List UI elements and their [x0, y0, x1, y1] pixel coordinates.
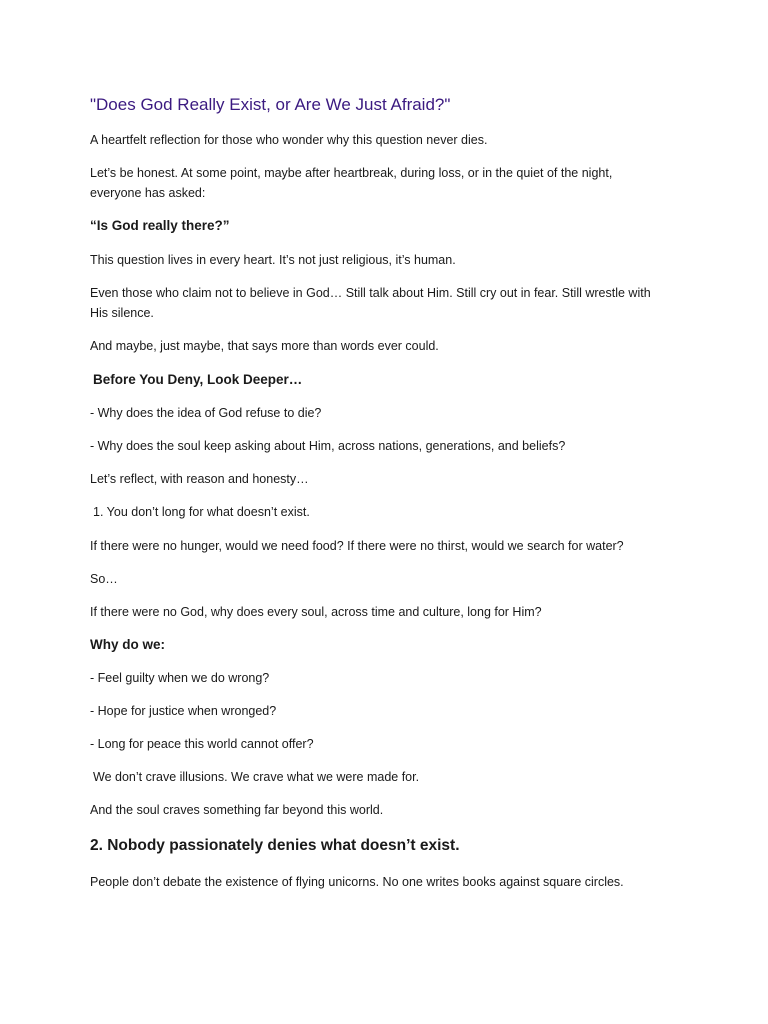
intro-line-2: everyone has asked:	[90, 186, 206, 200]
paragraph-hunger: If there were no hunger, would we need food? If there were no thirst, would we search for water?	[90, 539, 624, 553]
paragraph-even-line-2: His silence.	[90, 306, 154, 320]
paragraph-unicorns: People don’t debate the existence of flying unicorns. No one writes books against square circles.	[90, 875, 624, 889]
point-1: 1. You don’t long for what doesn’t exist.	[93, 505, 310, 519]
paragraph-no-god: If there were no God, why does every soul, across time and culture, long for Him?	[90, 605, 542, 619]
paragraph-lives: This question lives in every heart. It’s not just religious, it’s human.	[90, 253, 456, 267]
question-item-2: - Why does the soul keep asking about Him, across nations, generations, and beliefs?	[90, 439, 566, 453]
heading-deny: Before You Deny, Look Deeper…	[93, 372, 303, 387]
paragraph-even-line-1: Even those who claim not to believe in God… Still talk about Him. Still cry out in fear. Still wrestle with	[90, 286, 651, 300]
paragraph-illusions: We don’t crave illusions. We crave what we were made for.	[93, 770, 420, 784]
subtitle: A heartfelt reflection for those who wonder why this question never dies.	[90, 133, 488, 147]
intro-line-1: Let’s be honest. At some point, maybe after heartbreak, during loss, or in the quiet of the night,	[90, 166, 613, 180]
paragraph-reflect: Let’s reflect, with reason and honesty…	[90, 472, 309, 486]
question-item-1: - Why does the idea of God refuse to die?	[90, 406, 322, 420]
why-item-2: - Hope for justice when wronged?	[90, 704, 277, 718]
paragraph-so: So…	[90, 572, 118, 586]
question-heading: “Is God really there?”	[90, 218, 230, 233]
paragraph-soul: And the soul craves something far beyond this world.	[90, 803, 384, 817]
heading-point-2: 2. Nobody passionately denies what doesn’t exist.	[90, 837, 460, 854]
why-item-1: - Feel guilty when we do wrong?	[90, 671, 270, 685]
document-title: "Does God Really Exist, or Are We Just Afraid?"	[90, 95, 451, 114]
why-item-3: - Long for peace this world cannot offer?	[90, 737, 314, 751]
paragraph-maybe: And maybe, just maybe, that says more than words ever could.	[90, 339, 439, 353]
heading-why: Why do we:	[90, 637, 165, 652]
